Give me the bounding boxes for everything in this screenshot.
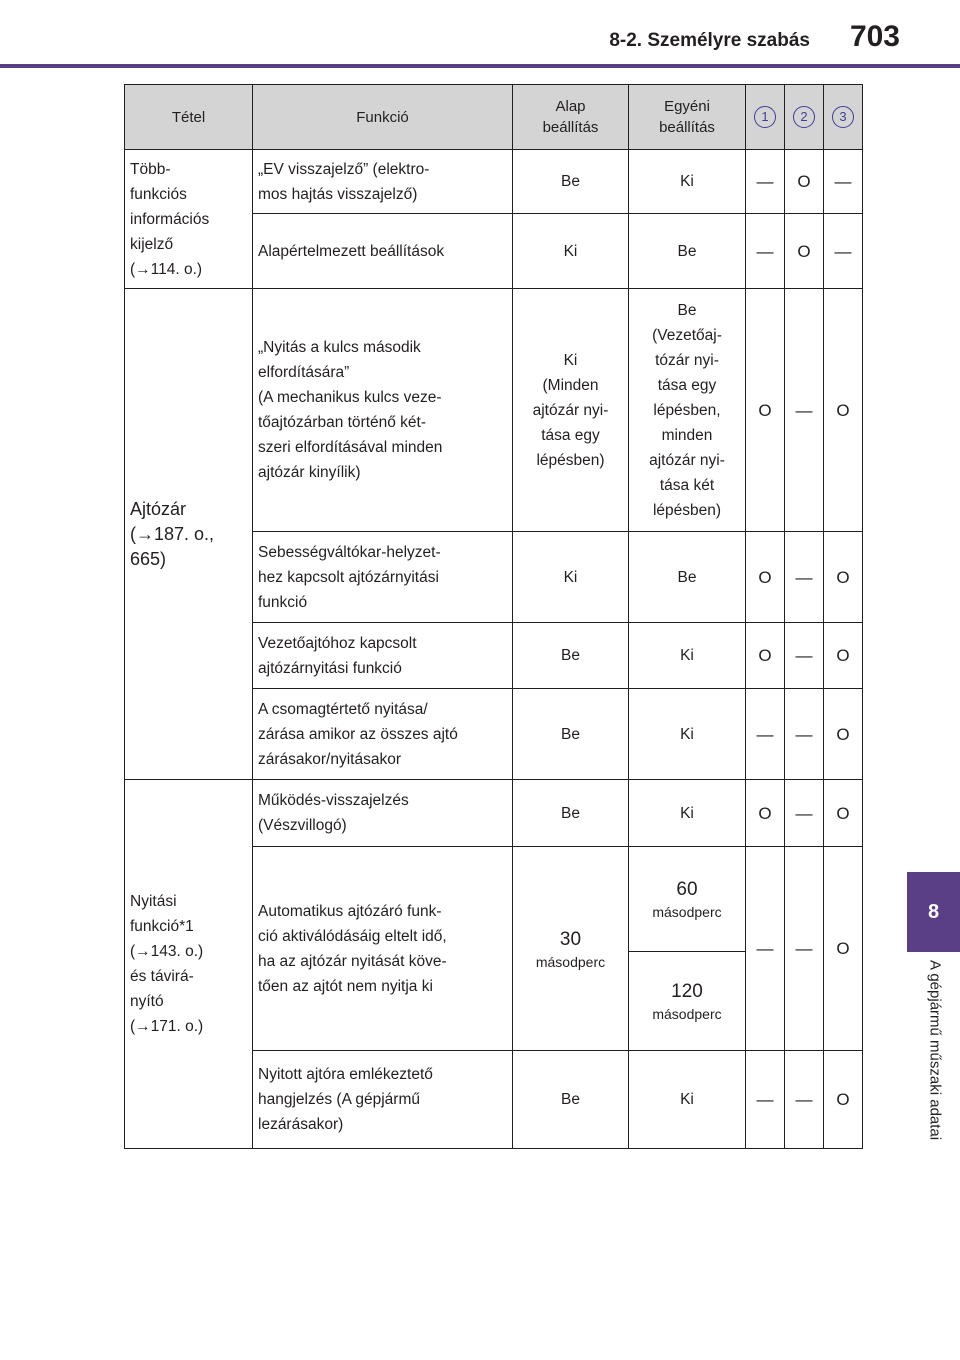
table-header-row xyxy=(125,85,863,150)
chapter-tab[interactable]: 8 xyxy=(907,872,960,952)
header-item: Tétel xyxy=(125,85,253,150)
header-custom: Egyéni beállítás xyxy=(629,85,746,150)
default-cell: Ki xyxy=(513,214,629,289)
table-row xyxy=(125,150,863,214)
function-cell: Vezetőajtóhoz kapcsolt ajtózárnyitási funkció xyxy=(253,623,513,689)
mark-cell: O xyxy=(824,289,863,532)
mark-cell: — xyxy=(746,150,785,214)
custom-value: 60 xyxy=(676,879,698,900)
custom-unit: másodperc xyxy=(652,904,722,920)
mark-cell: — xyxy=(785,689,824,780)
function-cell: „Nyitás a kulcs második elfordítására” (A mechanikus kulcs veze- tőajtózárban történő két- szeri elfordításával minden ajtózár kinyílik) xyxy=(253,289,513,532)
page-number: 703 xyxy=(849,20,900,53)
custom-cell xyxy=(629,847,746,952)
function-cell: Nyitott ajtóra emlékeztető hangjelzés (A gépjármű lezárásakor) xyxy=(253,1051,513,1149)
default-cell: Be xyxy=(513,1051,629,1149)
function-cell: Automatikus ajtózáró funk- ció aktiválódásáig eltelt idő, ha az ajtózár nyitását köve- tően az ajtót nem nyitja ki xyxy=(253,847,513,1051)
custom-cell: Be (Vezetőaj- tózár nyi- tása egy lépésben, minden ajtózár nyi- tása két lépésben) xyxy=(629,289,746,532)
mark-cell: — xyxy=(785,532,824,623)
mark-cell: — xyxy=(785,289,824,532)
section-title: 8-2. Személyre szabás xyxy=(609,30,810,51)
mark-cell: O xyxy=(785,150,824,214)
default-value: 30 xyxy=(559,928,582,950)
header-col2 xyxy=(785,85,824,150)
default-cell: Be xyxy=(513,623,629,689)
custom-cell: Be xyxy=(629,214,746,289)
function-cell: „EV visszajelző” (elektro- mos hajtás visszajelző) xyxy=(253,150,513,214)
function-cell: A csomagtértető nyitása/ zárása amikor az összes ajtó zárásakor/nyitásakor xyxy=(253,689,513,780)
function-cell: Sebességváltókar-helyzet- hez kapcsolt ajtózárnyitási funkció xyxy=(253,532,513,623)
default-cell: Be xyxy=(513,150,629,214)
circle-3-icon: 3 xyxy=(832,106,854,128)
custom-unit: másodperc xyxy=(652,1006,722,1022)
circle-2-icon: 2 xyxy=(793,106,815,128)
custom-cell: Ki xyxy=(629,150,746,214)
default-cell: Be xyxy=(513,780,629,847)
mark-cell: O xyxy=(746,623,785,689)
default-cell: Ki xyxy=(513,532,629,623)
header-divider xyxy=(0,64,960,68)
mark-cell: — xyxy=(785,780,824,847)
mark-cell: — xyxy=(824,214,863,289)
circle-1-icon: 1 xyxy=(754,106,776,128)
custom-cell: Ki xyxy=(629,689,746,780)
item-cell: Nyitási funkció*1 (→143. o.) és távirá- nyító (→171. o.) xyxy=(125,780,253,1149)
mark-cell: — xyxy=(746,214,785,289)
mark-cell: — xyxy=(746,1051,785,1149)
customization-table xyxy=(124,84,863,1149)
custom-cell: Ki xyxy=(629,1051,746,1149)
header-col1 xyxy=(746,85,785,150)
mark-cell: — xyxy=(746,689,785,780)
header-col3 xyxy=(824,85,863,150)
mark-cell: — xyxy=(785,1051,824,1149)
custom-cell: Ki xyxy=(629,780,746,847)
mark-cell: O xyxy=(746,532,785,623)
item-cell: Ajtózár (→187. o., 665) xyxy=(125,289,253,780)
mark-cell: — xyxy=(746,847,785,1051)
mark-cell: O xyxy=(824,532,863,623)
mark-cell: — xyxy=(824,150,863,214)
default-cell: Be xyxy=(513,689,629,780)
mark-cell: O xyxy=(824,623,863,689)
mark-cell: — xyxy=(785,623,824,689)
default-cell: Ki (Minden ajtózár nyi- tása egy lépésben) xyxy=(513,289,629,532)
custom-cell xyxy=(629,952,746,1051)
table-row xyxy=(125,289,863,532)
custom-cell: Be xyxy=(629,532,746,623)
mark-cell: O xyxy=(824,780,863,847)
default-unit: másodperc xyxy=(535,953,606,970)
function-cell: Alapértelmezett beállítások xyxy=(253,214,513,289)
table-row xyxy=(125,780,863,847)
mark-cell: O xyxy=(746,780,785,847)
item-cell: Több- funkciós információs kijelző (→114. o.) xyxy=(125,150,253,289)
mark-cell: O xyxy=(824,689,863,780)
function-cell: Működés-visszajelzés (Vészvillogó) xyxy=(253,780,513,847)
custom-value: 120 xyxy=(671,981,703,1002)
mark-cell: O xyxy=(785,214,824,289)
mark-cell: — xyxy=(785,847,824,1051)
mark-cell: O xyxy=(746,289,785,532)
mark-cell: O xyxy=(824,1051,863,1149)
chapter-title: A gépjármű műszaki adatai xyxy=(926,960,944,1141)
custom-cell: Ki xyxy=(629,623,746,689)
mark-cell: O xyxy=(824,847,863,1051)
header-default: Alap beállítás xyxy=(513,85,629,150)
header-function: Funkció xyxy=(253,85,513,150)
default-cell xyxy=(513,847,629,1051)
